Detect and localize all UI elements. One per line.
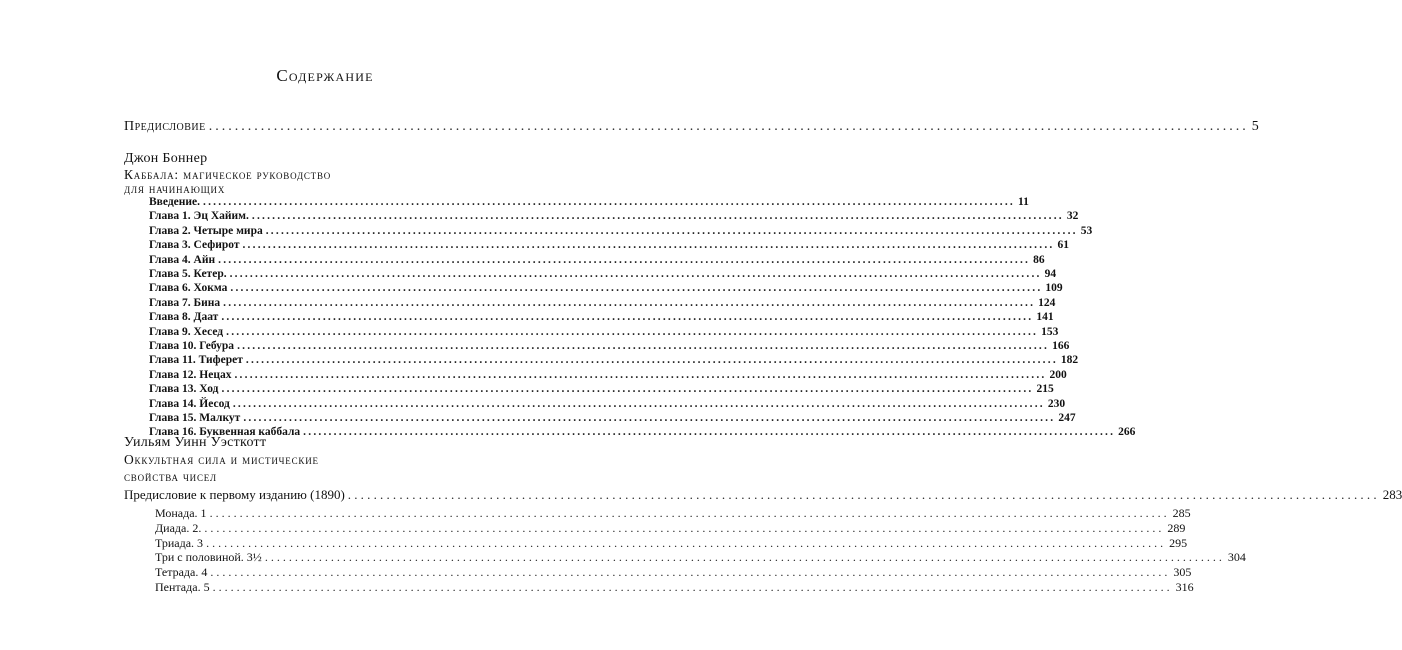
dot-leader: ................................................................................................................................................................: [237, 340, 1050, 352]
toc-entry-section2-preface: [124, 487, 1402, 502]
section1-title-line2: для начинающих: [124, 181, 226, 196]
dot-leader: ................................................................................................................................................................: [242, 239, 1055, 252]
toc-entry-page: 61: [1057, 239, 1069, 252]
dot-leader: ................................................................................................................................................................: [221, 383, 1034, 396]
toc-entry-page: 247: [1058, 412, 1076, 424]
toc-entry-label: Глава 16. Буквенная каббала: [149, 426, 301, 439]
section2-author: Уильям Уинн Уэсткотт: [124, 435, 267, 450]
toc-entry: [149, 412, 1076, 425]
dot-leader: ................................................................................................................................................................: [208, 119, 1249, 134]
toc-entry-label: Предисловие: [124, 119, 206, 134]
dot-leader: ................................................................................................................................................................: [232, 397, 1045, 410]
toc-entry-label: Пентада. 5: [155, 580, 210, 594]
toc-entry: [155, 580, 1194, 594]
toc-entry-page: 289: [1167, 520, 1186, 535]
toc-entry: [149, 296, 1056, 310]
toc-entry-page: 182: [1060, 354, 1079, 367]
section2-title-line1: Оккультная сила и мистические: [124, 452, 319, 467]
toc-entry-label: Глава 8. Даат: [149, 311, 219, 324]
toc-entry: [155, 520, 1186, 535]
dot-leader: ................................................................................................................................................................: [303, 426, 1116, 439]
toc-entry: [149, 239, 1069, 252]
toc-entry-label: Диада. 2.: [155, 520, 202, 535]
toc-entry: [149, 397, 1066, 411]
dot-leader: ................................................................................................................................................................: [203, 196, 1015, 208]
toc-entry-label: Триада. 3: [155, 535, 204, 550]
toc-entry-page: 153: [1041, 325, 1059, 338]
toc-entry: [149, 354, 1079, 367]
dot-leader: ................................................................................................................................................................: [243, 412, 1056, 424]
page-title: Содержание: [276, 66, 374, 85]
toc-entry-label: Глава 13. Ход: [149, 383, 219, 396]
dot-leader: ................................................................................................................................................................: [226, 325, 1039, 338]
dot-leader: ................................................................................................................................................................: [206, 535, 1167, 550]
toc-entry-page: 166: [1052, 340, 1070, 352]
toc-entry-label: Глава 12. Нецах: [149, 368, 232, 381]
toc-entry-page: 285: [1172, 506, 1191, 520]
toc-entry: [155, 550, 1246, 565]
toc-entry-page: 141: [1036, 311, 1054, 324]
toc-entry-page: 230: [1047, 397, 1066, 410]
dot-leader: ................................................................................................................................................................: [218, 253, 1031, 266]
toc-entry: [149, 368, 1067, 382]
toc-entry-page: 316: [1175, 580, 1194, 594]
toc-entry: [149, 325, 1059, 339]
toc-entry-label: Глава 15. Малкут: [149, 412, 241, 424]
toc-entry-page: 200: [1049, 368, 1067, 381]
toc-entry-label: Введение.: [149, 196, 200, 208]
toc-entry-label: Монада. 1: [155, 506, 207, 520]
dot-leader: ................................................................................................................................................................: [234, 368, 1047, 381]
toc-entry-page: 109: [1045, 282, 1063, 295]
toc-entry-page: 295: [1169, 535, 1188, 550]
toc-entry-label: Глава 9. Хесед: [149, 325, 224, 338]
toc-entry-page: 283: [1382, 487, 1402, 502]
section1-author: Джон Боннер: [124, 151, 208, 166]
toc-entry: [149, 210, 1079, 223]
toc-entry: [149, 253, 1045, 267]
toc-entry-page: 53: [1080, 224, 1093, 237]
toc-entry: [149, 340, 1070, 353]
toc-entry: [155, 506, 1191, 520]
dot-leader: ................................................................................................................................................................: [204, 520, 1165, 535]
toc-entry-label: Глава 5. Кетер.: [149, 268, 227, 280]
dot-leader: ................................................................................................................................................................: [245, 354, 1058, 367]
toc-entry-label: Глава 4. Айн: [149, 253, 216, 266]
toc-entry-label: Глава 7. Бина: [149, 296, 221, 309]
dot-leader: ................................................................................................................................................................: [212, 580, 1173, 594]
toc-entry-label: Глава 6. Хокма: [149, 282, 228, 295]
dot-leader: ................................................................................................................................................................: [230, 282, 1043, 295]
toc-entry-page: 124: [1038, 296, 1056, 309]
toc-entry-label: Тетрада. 4: [155, 565, 208, 580]
dot-leader: ................................................................................................................................................................: [210, 565, 1171, 580]
toc-entry-label: Глава 1. Эц Хайим.: [149, 210, 249, 223]
toc-entry-page: 32: [1066, 210, 1079, 223]
toc-entry: [149, 196, 1029, 209]
section1-title-line1: Каббала: магическое руководство: [124, 167, 332, 182]
toc-entry: [155, 535, 1188, 550]
toc-entry-label: Глава 3. Сефирот: [149, 239, 240, 252]
dot-leader: ................................................................................................................................................................: [264, 550, 1225, 565]
dot-leader: ................................................................................................................................................................: [221, 311, 1034, 324]
dot-leader: ................................................................................................................................................................: [265, 224, 1078, 237]
toc-entry: [149, 383, 1054, 396]
toc-entry-page: 11: [1018, 196, 1029, 208]
toc-entry-page: 305: [1173, 565, 1192, 580]
dot-leader: ................................................................................................................................................................: [347, 487, 1380, 502]
toc-entry: [149, 268, 1057, 281]
toc-entry-page: 215: [1036, 383, 1054, 396]
toc-entry-label: Глава 2. Четыре мира: [149, 224, 263, 237]
toc-entry-page: 266: [1118, 426, 1136, 439]
toc-entry-label: Предисловие к первому изданию (1890): [124, 487, 345, 502]
dot-leader: ................................................................................................................................................................: [229, 268, 1042, 280]
dot-leader: ................................................................................................................................................................: [223, 296, 1036, 309]
dot-leader: ................................................................................................................................................................: [209, 506, 1170, 520]
toc-entry: [149, 311, 1054, 324]
toc-entry-page: 86: [1033, 253, 1045, 266]
dot-leader: ................................................................................................................................................................: [251, 210, 1064, 223]
section2-title-line2: свойства чисел: [124, 469, 217, 484]
toc-entry-label: Глава 10. Гебура: [149, 340, 235, 352]
toc-entry-page: 5: [1251, 119, 1259, 134]
toc-entry: [155, 565, 1192, 580]
toc-entry: [149, 282, 1063, 295]
toc-entry-label: Три с половиной. 3½: [155, 550, 262, 565]
toc-entry-page: 304: [1227, 550, 1246, 565]
toc-entry-label: Глава 14. Йесод: [149, 397, 230, 410]
toc-entry-page: 94: [1044, 268, 1057, 280]
toc-entry-label: Глава 11. Тиферет: [149, 354, 243, 367]
toc-entry: [149, 224, 1093, 238]
toc-entry-preface: [124, 119, 1259, 134]
